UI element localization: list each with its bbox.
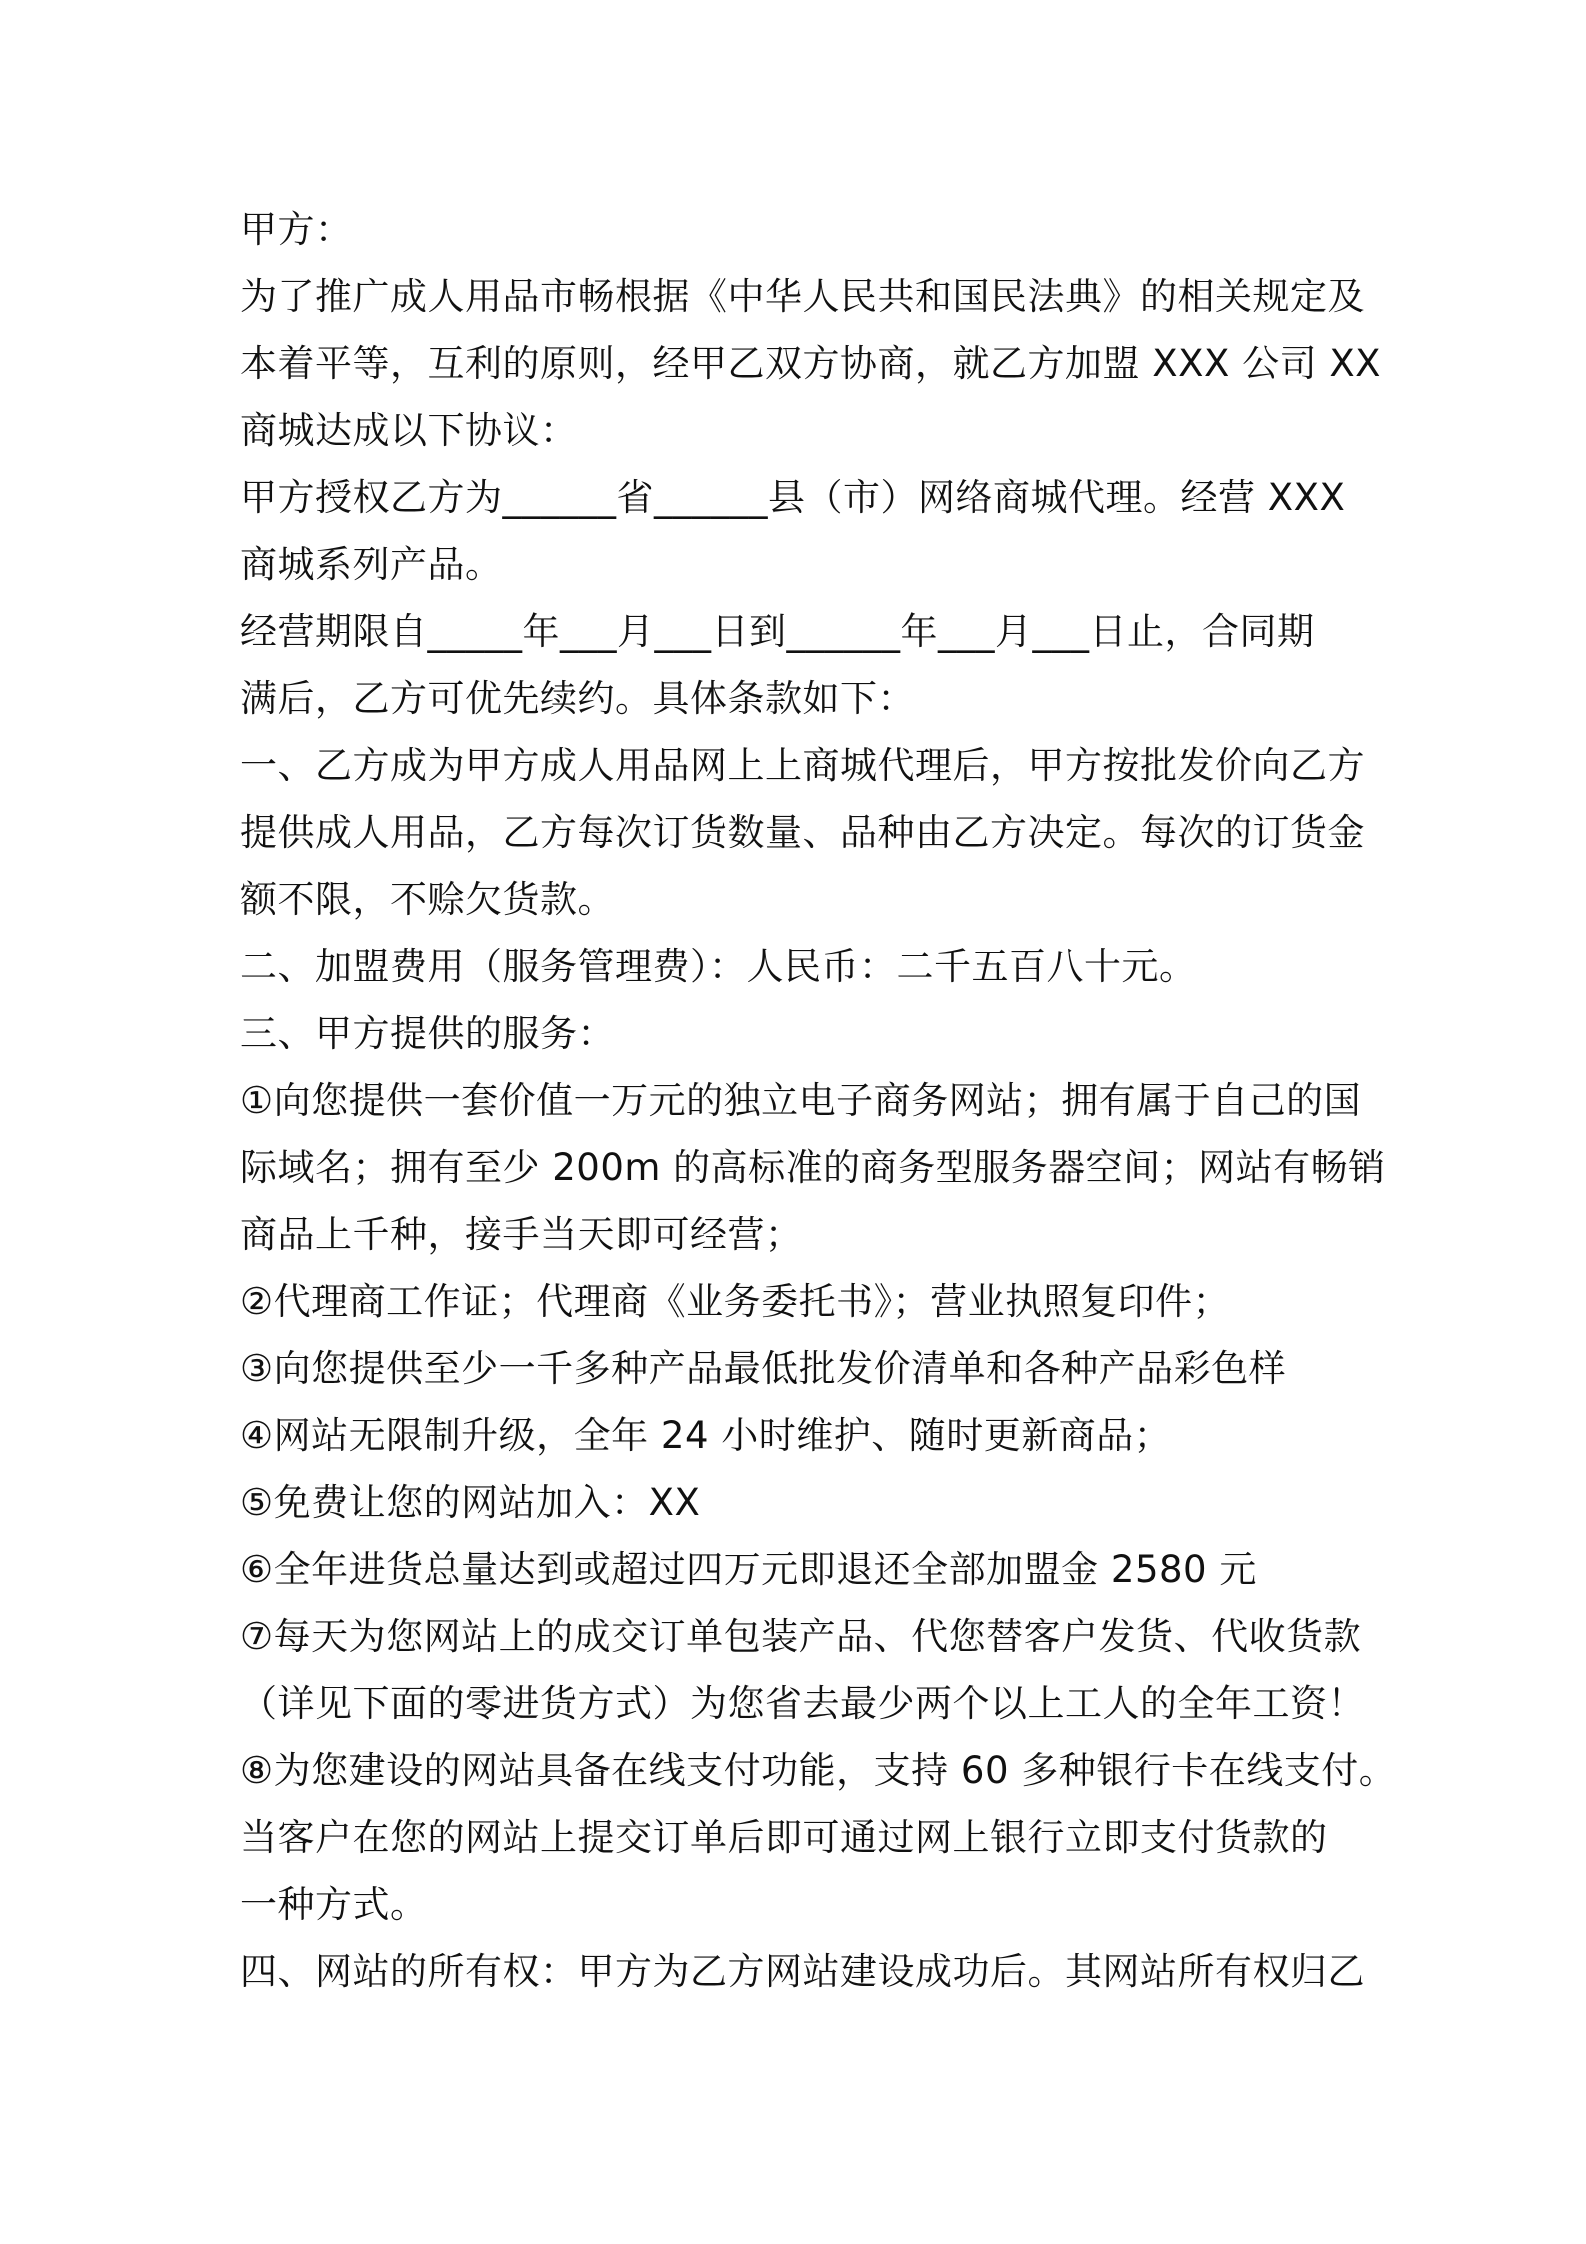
service-6-line: ⑥全年进货总量达到或超过四万元即退还全部加盟金 2580 元 bbox=[240, 1548, 1257, 1591]
authorization-line-2: 商城系列产品。 bbox=[240, 543, 503, 586]
clause-1-line-3: 额不限，不赊欠货款。 bbox=[240, 878, 615, 921]
service-8-line-2: 当客户在您的网站上提交订单后即可通过网上银行立即支付货款的 bbox=[240, 1816, 1328, 1859]
preamble-line-1: 为了推广成人用品市畅根据《中华人民共和国民法典》的相关规定及 bbox=[240, 275, 1365, 318]
clause-2-line: 二、加盟费用（服务管理费）：人民币：二千五百八十元。 bbox=[240, 945, 1197, 988]
clause-3-heading: 三、甲方提供的服务： bbox=[240, 1012, 615, 1055]
term-line-1: 经营期限自_____年___月___日到______年___月___日止，合同期 bbox=[240, 610, 1315, 653]
service-7-line-2: （详见下面的零进货方式）为您省去最少两个以上工人的全年工资！ bbox=[240, 1682, 1365, 1725]
authorization-line-1: 甲方授权乙方为______省______县（市）网络商城代理。经营 XXX bbox=[240, 476, 1346, 519]
service-1-line-3: 商品上千种，接手当天即可经营； bbox=[240, 1213, 803, 1256]
service-5-line: ⑤免费让您的网站加入：XX bbox=[240, 1481, 701, 1524]
service-1-line-2: 际域名；拥有至少 200m 的高标准的商务型服务器空间；网站有畅销 bbox=[240, 1146, 1386, 1189]
clause-1-line-1: 一、乙方成为甲方成人用品网上上商城代理后，甲方按批发价向乙方 bbox=[240, 744, 1365, 787]
service-3-line: ③向您提供至少一千多种产品最低批发价清单和各种产品彩色样 bbox=[240, 1347, 1287, 1390]
party-a-label: 甲方： bbox=[240, 208, 353, 251]
service-8-line-3: 一种方式。 bbox=[240, 1883, 428, 1926]
service-1-line-1: ①向您提供一套价值一万元的独立电子商务网站；拥有属于自己的国 bbox=[240, 1079, 1362, 1122]
clause-4-line: 四、网站的所有权：甲方为乙方网站建设成功后。其网站所有权归乙 bbox=[240, 1950, 1365, 1993]
service-8-line-1: ⑧为您建设的网站具备在线支付功能，支持 60 多种银行卡在线支付。 bbox=[240, 1749, 1397, 1792]
service-7-line-1: ⑦每天为您网站上的成交订单包装产品、代您替客户发货、代收货款 bbox=[240, 1615, 1362, 1658]
service-4-line: ④网站无限制升级，全年 24 小时维护、随时更新商品； bbox=[240, 1414, 1172, 1457]
contract-text-body bbox=[240, 196, 1397, 2005]
preamble-line-2: 本着平等，互利的原则，经甲乙双方协商，就乙方加盟 XXX 公司 XX bbox=[240, 342, 1382, 385]
clause-1-line-2: 提供成人用品，乙方每次订货数量、品种由乙方决定。每次的订货金 bbox=[240, 811, 1365, 854]
term-line-2: 满后，乙方可优先续约。具体条款如下： bbox=[240, 677, 915, 720]
service-2-line: ②代理商工作证；代理商《业务委托书》；营业执照复印件； bbox=[240, 1280, 1231, 1323]
preamble-line-3: 商城达成以下协议： bbox=[240, 409, 578, 452]
